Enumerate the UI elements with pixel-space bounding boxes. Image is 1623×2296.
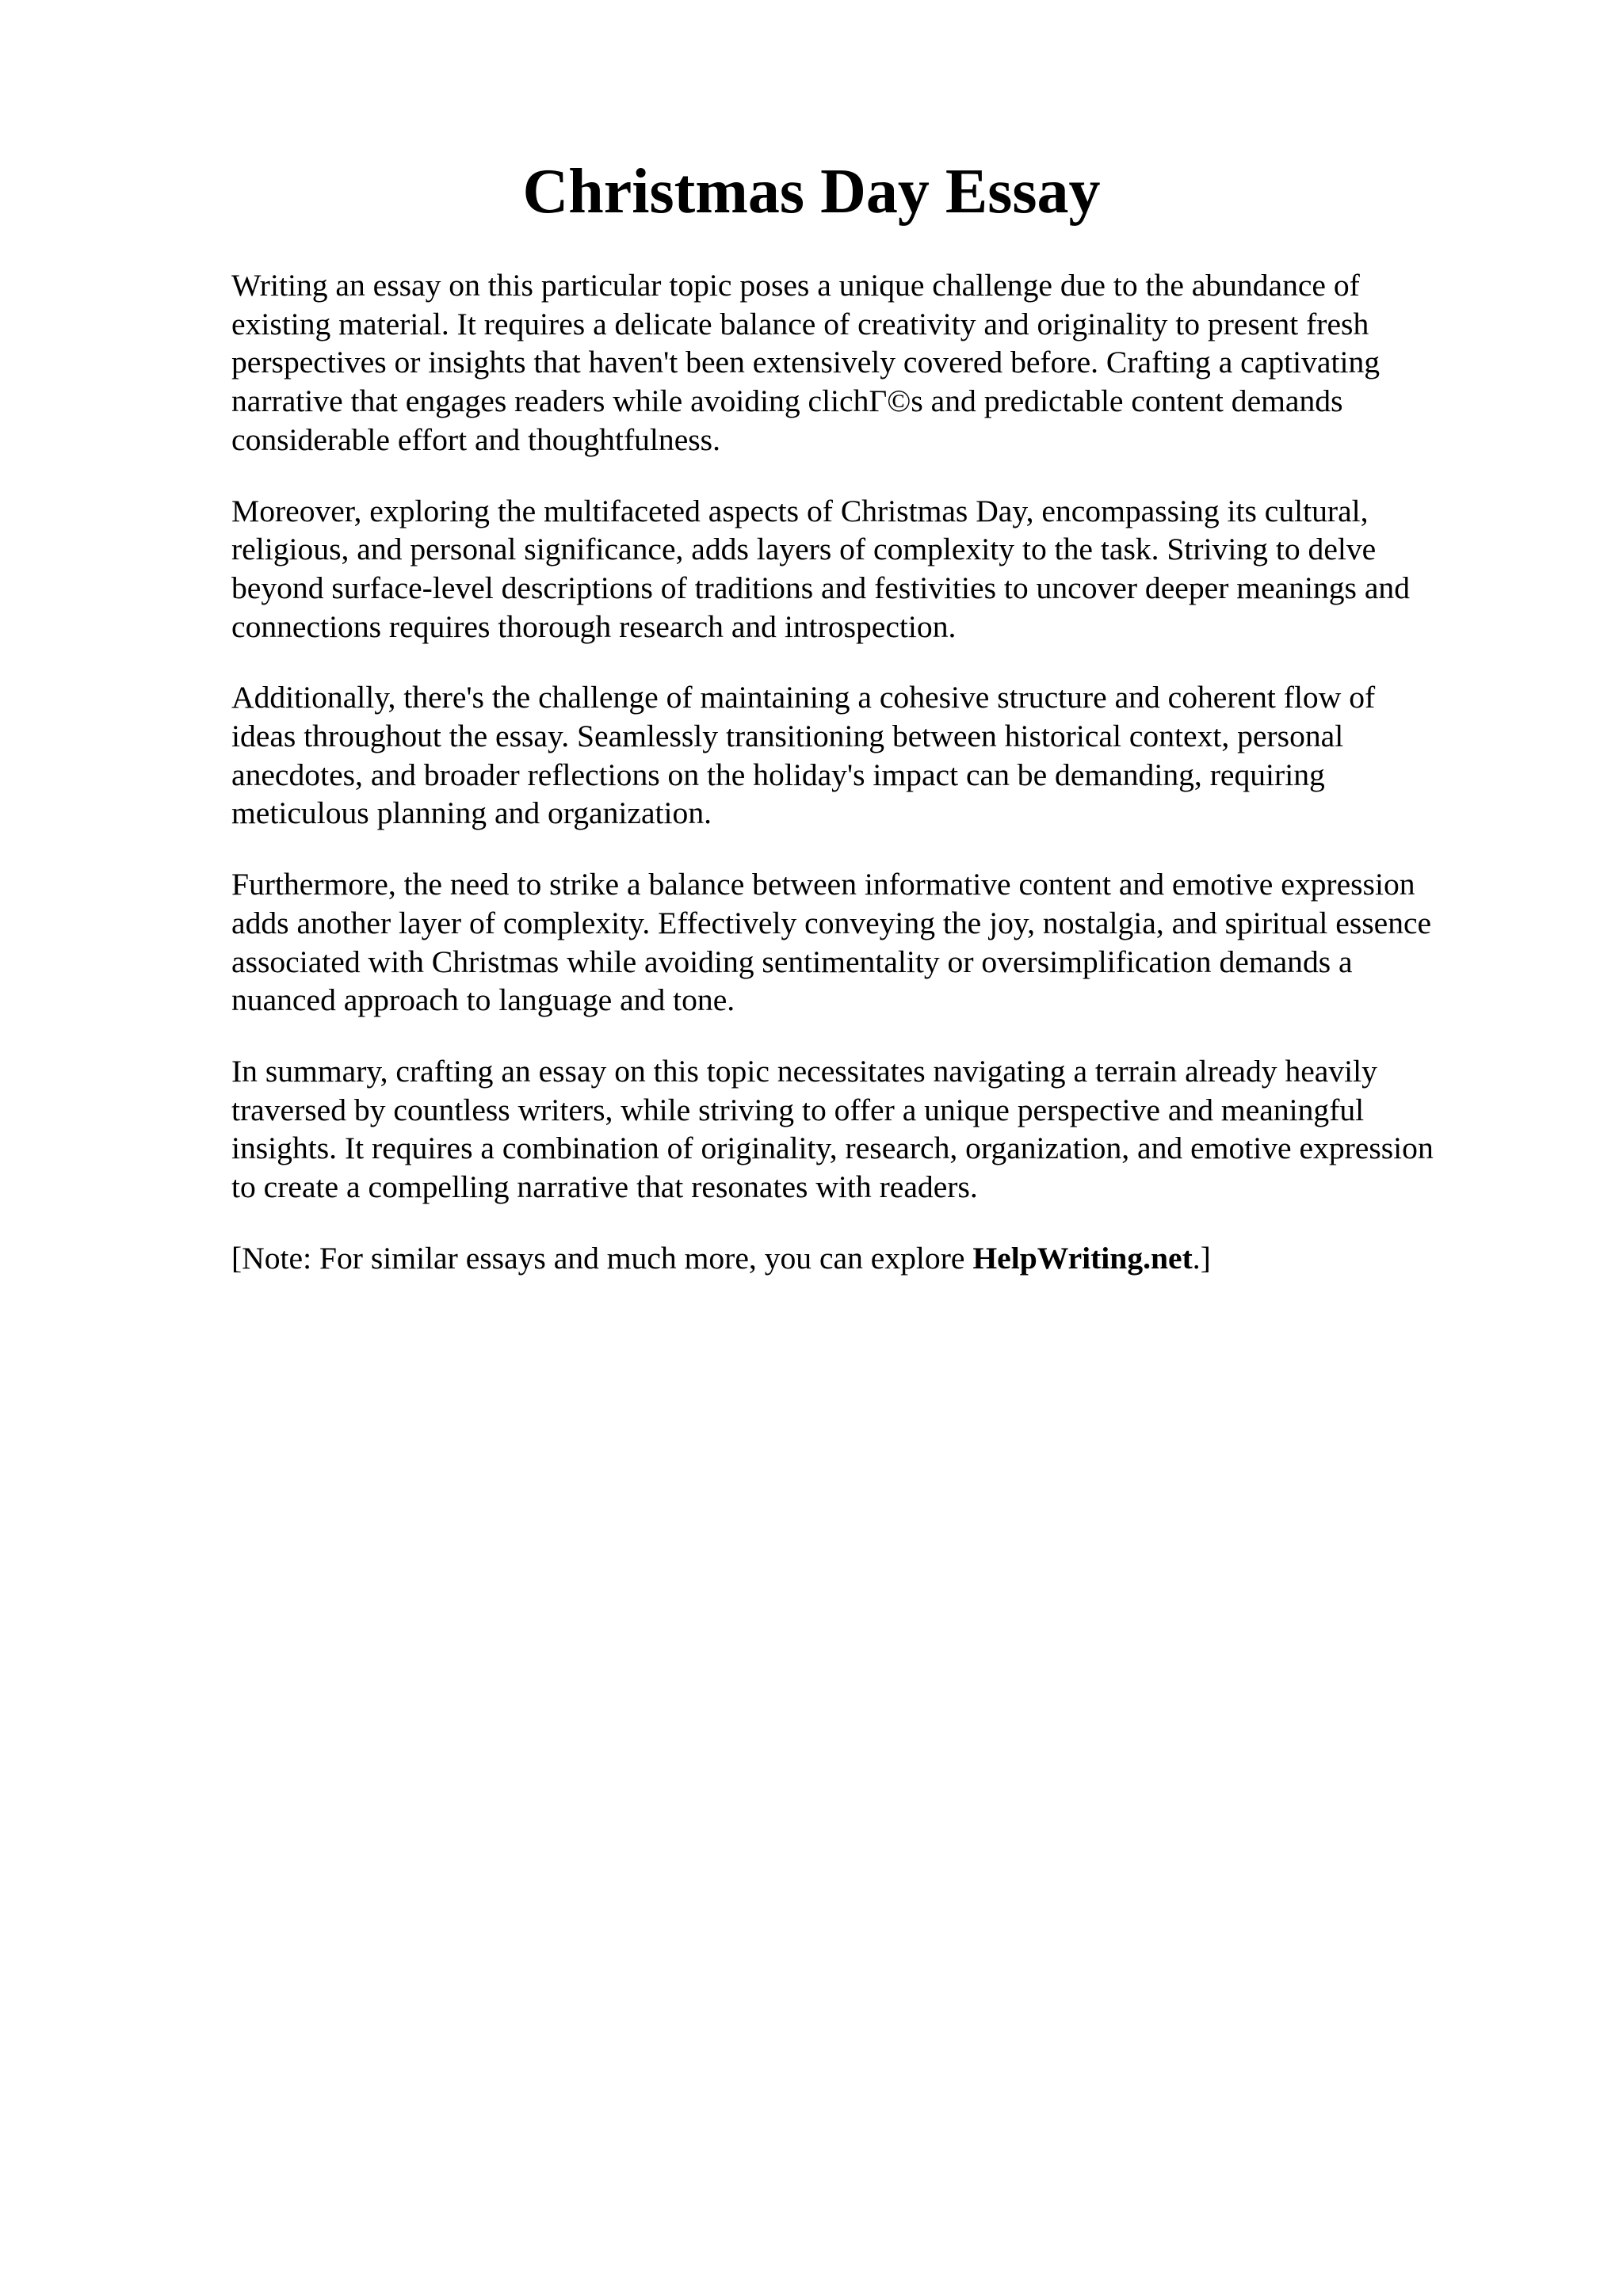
text-line: associated with Christmas while avoiding sentimentality or oversimplification demands a xyxy=(231,944,1353,979)
note-paragraph xyxy=(231,1239,1499,1278)
text-line: Writing an essay on this particular topic poses a unique challenge due to the abundance of xyxy=(231,268,1360,303)
text-line: In summary, crafting an essay on this topic necessitates navigating a terrain already heavily xyxy=(231,1053,1377,1089)
text-line: traversed by countless writers, while striving to offer a unique perspective and meaningful xyxy=(231,1092,1365,1127)
page-title: Christmas Day Essay xyxy=(522,157,1101,227)
text-line: adds another layer of complexity. Effectively conveying the joy, nostalgia, and spiritual essence xyxy=(231,905,1432,940)
text-line: narrative that engages readers while avoiding clichΓ©s and predictable content demands xyxy=(231,383,1343,419)
note-prefix: [Note: For similar essays and much more, you can explore xyxy=(231,1240,973,1276)
text-line: beyond surface-level descriptions of traditions and festivities to uncover deeper meanings and xyxy=(231,570,1411,605)
paragraph-1 xyxy=(231,266,1499,460)
note-suffix: .] xyxy=(1192,1240,1211,1276)
text-line: anecdotes, and broader reflections on the holiday's impact can be demanding, requiring xyxy=(231,757,1325,792)
text-line: Additionally, there's the challenge of maintaining a cohesive structure and coherent flow of xyxy=(231,680,1376,715)
text-line: existing material. It requires a delicate balance of creativity and originality to present fresh xyxy=(231,306,1369,341)
paragraph-5 xyxy=(231,1052,1499,1207)
essay-body xyxy=(231,266,1499,1310)
text-line: Moreover, exploring the multifaceted aspects of Christmas Day, encompassing its cultural, xyxy=(231,493,1369,528)
text-line: perspectives or insights that haven't been extensively covered before. Crafting a captivating xyxy=(231,345,1381,380)
text-line: nuanced approach to language and tone. xyxy=(231,982,735,1018)
paragraph-2 xyxy=(231,492,1499,646)
paragraph-3 xyxy=(231,678,1499,833)
paragraph-4 xyxy=(231,865,1499,1020)
text-line: connections requires thorough research and introspection. xyxy=(231,608,957,644)
text-line: Furthermore, the need to strike a balance between informative content and emotive expression xyxy=(231,867,1415,902)
text-line: meticulous planning and organization. xyxy=(231,795,712,831)
text-line: religious, and personal significance, adds layers of complexity to the task. Striving to delve xyxy=(231,532,1377,567)
text-line: ideas throughout the essay. Seamlessly transitioning between historical context, personal xyxy=(231,719,1344,754)
text-line: considerable effort and thoughtfulness. xyxy=(231,421,720,457)
text-line: insights. It requires a combination of originality, research, organization, and emotive expression xyxy=(231,1131,1434,1166)
helpwriting-link[interactable]: HelpWriting.net xyxy=(972,1240,1193,1276)
text-line: to create a compelling narrative that resonates with readers. xyxy=(231,1169,978,1205)
